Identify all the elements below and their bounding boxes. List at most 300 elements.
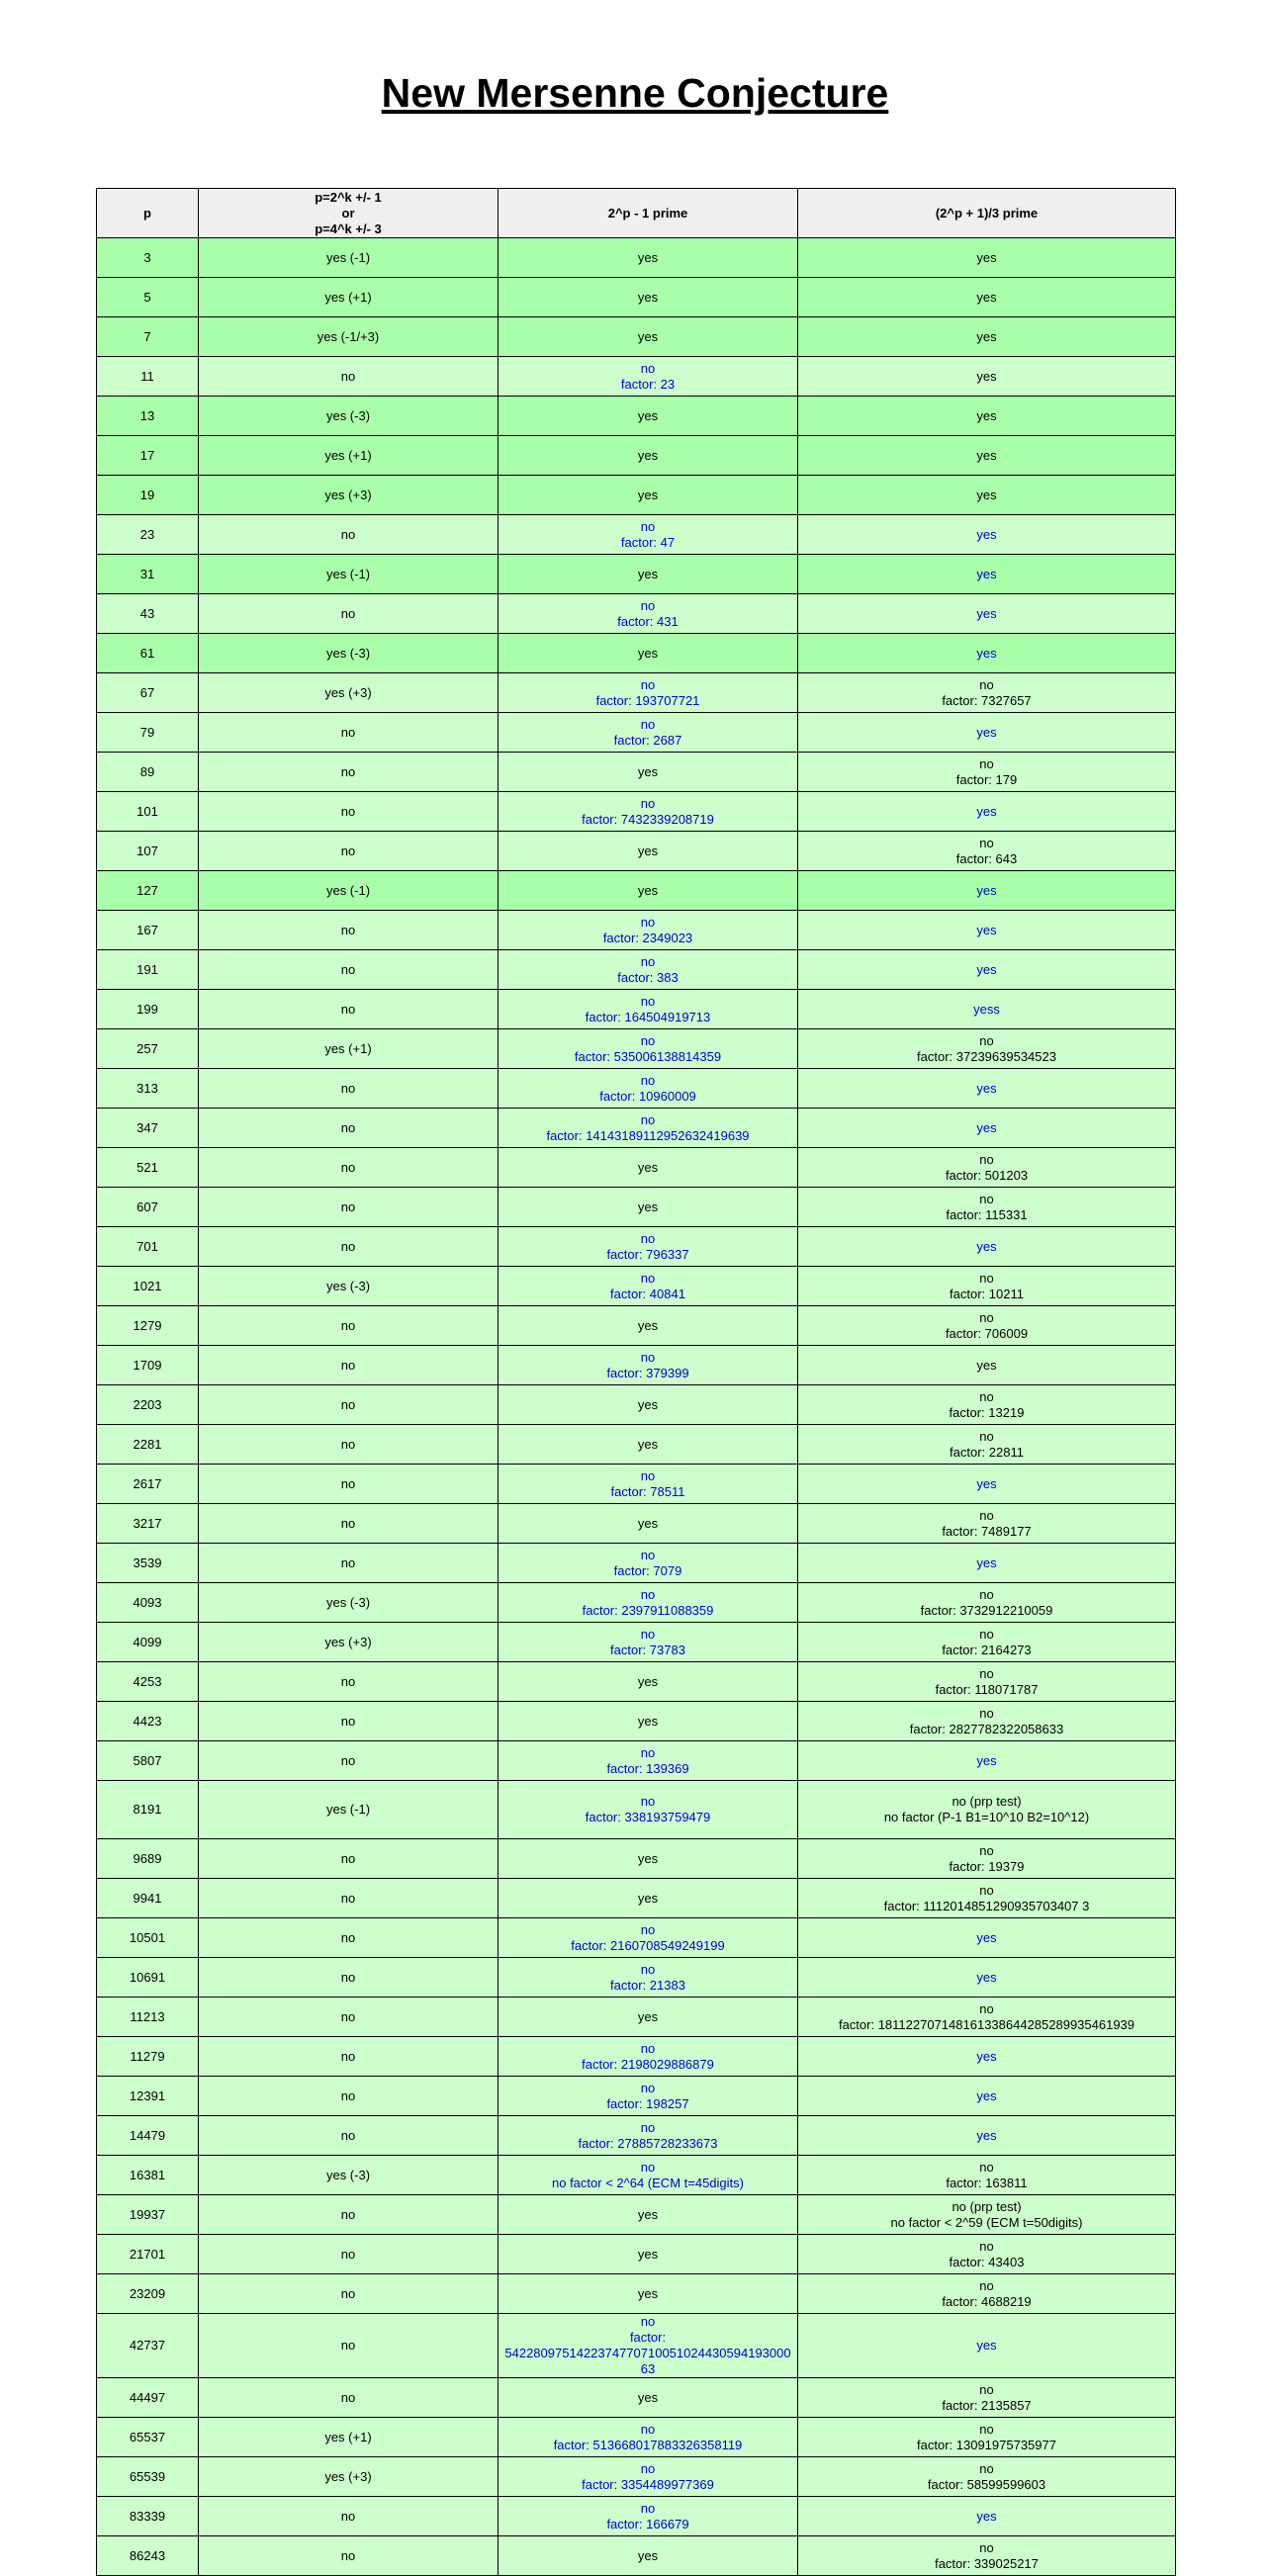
cell-mersenne-line: no xyxy=(640,2119,656,2135)
cell-mersenne xyxy=(499,1504,798,1544)
cell-p: 199 xyxy=(97,990,199,1029)
cell-form: no xyxy=(199,1741,499,1781)
cell-mersenne xyxy=(499,634,798,673)
table-row xyxy=(97,436,1176,476)
cell-mersenne xyxy=(499,1385,798,1425)
cell-form: yes (-3) xyxy=(199,1267,499,1306)
cell-mersenne-line: no xyxy=(640,993,656,1009)
cell-mersenne xyxy=(499,1998,798,2037)
table-row xyxy=(97,2536,1176,2576)
cell-wagstaff-line: yes xyxy=(976,526,997,542)
cell-p: 23 xyxy=(97,515,199,555)
cell-wagstaff xyxy=(798,515,1176,555)
cell-wagstaff-line: no xyxy=(979,2238,994,2254)
cell-wagstaff-line: factor: 10211 xyxy=(950,1286,1024,1301)
header-form-line-1: p=2^k +/- 1 xyxy=(315,189,382,205)
cell-mersenne-line: factor: 40841 xyxy=(610,1286,685,1301)
cell-form: no xyxy=(199,1504,499,1544)
table-row xyxy=(97,2037,1176,2077)
cell-wagstaff xyxy=(798,397,1176,436)
table-row xyxy=(97,1623,1176,1662)
cell-p: 13 xyxy=(97,397,199,436)
cell-wagstaff xyxy=(798,2195,1176,2235)
cell-wagstaff-line: no xyxy=(979,1626,994,1642)
cell-wagstaff-line: no xyxy=(979,1388,994,1404)
table-row xyxy=(97,1918,1176,1958)
cell-form: no xyxy=(199,2274,499,2314)
cell-wagstaff xyxy=(798,950,1176,990)
cell-p: 4253 xyxy=(97,1662,199,1702)
cell-p: 11213 xyxy=(97,1998,199,2037)
cell-mersenne-line: factor: 3354489977369 xyxy=(582,2476,714,2492)
cell-p: 43 xyxy=(97,594,199,634)
cell-wagstaff-line: no xyxy=(979,1270,994,1286)
cell-mersenne-line: yes xyxy=(637,882,659,898)
cell-mersenne-line: factor: 431 xyxy=(617,613,679,629)
cell-form: no xyxy=(199,1069,499,1109)
cell-mersenne xyxy=(499,753,798,792)
cell-mersenne xyxy=(499,1069,798,1109)
cell-p: 5807 xyxy=(97,1741,199,1781)
table-row xyxy=(97,1425,1176,1465)
table-row xyxy=(97,1148,1176,1188)
cell-form: no xyxy=(199,990,499,1029)
cell-p: 9941 xyxy=(97,1879,199,1918)
table-row xyxy=(97,753,1176,792)
cell-wagstaff xyxy=(798,1069,1176,1109)
cell-form: yes (+3) xyxy=(199,1623,499,1662)
page-title: New Mersenne Conjecture xyxy=(381,70,889,116)
cell-form: no xyxy=(199,713,499,753)
cell-mersenne xyxy=(499,2195,798,2235)
cell-mersenne-line: factor: 27885728233673 xyxy=(578,2135,718,2151)
table-row xyxy=(97,1662,1176,1702)
cell-mersenne xyxy=(499,1267,798,1306)
cell-wagstaff-line: no xyxy=(979,835,994,850)
cell-wagstaff xyxy=(798,871,1176,911)
cell-wagstaff-line: yes xyxy=(976,407,997,423)
cell-mersenne-line: yes xyxy=(637,1515,659,1531)
cell-mersenne-line: no xyxy=(640,1961,656,1977)
cell-wagstaff xyxy=(798,2156,1176,2195)
cell-mersenne-line: yes xyxy=(637,566,659,581)
cell-mersenne-line: no xyxy=(640,1586,656,1602)
cell-wagstaff xyxy=(798,2457,1176,2497)
table-row xyxy=(97,1958,1176,1998)
cell-p: 65537 xyxy=(97,2418,199,2457)
cell-wagstaff xyxy=(798,1623,1176,1662)
cell-wagstaff-line: yes xyxy=(976,328,997,344)
cell-wagstaff-line: factor: 2164273 xyxy=(942,1642,1032,1657)
cell-mersenne xyxy=(499,2116,798,2156)
cell-mersenne-line: yes xyxy=(637,1673,659,1689)
header-mersenne: 2^p - 1 prime xyxy=(499,189,798,238)
cell-mersenne-line: no xyxy=(640,953,656,969)
cell-form: yes (-3) xyxy=(199,634,499,673)
cell-wagstaff xyxy=(798,1385,1176,1425)
table-row xyxy=(97,1109,1176,1148)
cell-mersenne-line: yes xyxy=(637,1199,659,1214)
header-form-line-2: or xyxy=(341,205,355,221)
cell-wagstaff-line: yes xyxy=(976,566,997,581)
cell-wagstaff-line: factor: 118071787 xyxy=(935,1681,1039,1697)
cell-p: 89 xyxy=(97,753,199,792)
cell-wagstaff xyxy=(798,1958,1176,1998)
cell-wagstaff xyxy=(798,1029,1176,1069)
table-row xyxy=(97,1544,1176,1583)
cell-wagstaff-line: factor: 7489177 xyxy=(942,1523,1032,1539)
cell-mersenne-line: factor: 2160708549249199 xyxy=(571,1937,725,1953)
table-row xyxy=(97,1781,1176,1839)
cell-form: yes (+3) xyxy=(199,2457,499,2497)
cell-mersenne-line: factor: 193707721 xyxy=(595,692,700,708)
cell-mersenne-line: yes xyxy=(637,843,659,858)
cell-wagstaff xyxy=(798,1504,1176,1544)
cell-mersenne xyxy=(499,1425,798,1465)
table-row xyxy=(97,2156,1176,2195)
cell-mersenne xyxy=(499,2497,798,2536)
cell-p: 61 xyxy=(97,634,199,673)
cell-mersenne-line: factor: 21383 xyxy=(610,1977,685,1993)
cell-wagstaff xyxy=(798,555,1176,594)
table-row xyxy=(97,634,1176,673)
cell-p: 607 xyxy=(97,1188,199,1227)
conjecture-table xyxy=(96,188,1176,2576)
cell-p: 79 xyxy=(97,713,199,753)
table-row xyxy=(97,1385,1176,1425)
table-row xyxy=(97,950,1176,990)
cell-p: 11 xyxy=(97,357,199,397)
cell-wagstaff xyxy=(798,476,1176,515)
cell-mersenne-line: no xyxy=(640,1547,656,1562)
cell-wagstaff xyxy=(798,278,1176,317)
cell-wagstaff-line: yes xyxy=(976,2048,997,2064)
table-row xyxy=(97,1069,1176,1109)
cell-wagstaff xyxy=(798,911,1176,950)
cell-wagstaff-line: yes xyxy=(976,882,997,898)
cell-wagstaff-line: factor: 501203 xyxy=(945,1167,1029,1183)
cell-form: no xyxy=(199,1702,499,1741)
table-row xyxy=(97,555,1176,594)
cell-form: no xyxy=(199,1385,499,1425)
cell-wagstaff-line: no xyxy=(979,1705,994,1721)
table-row xyxy=(97,1029,1176,1069)
cell-mersenne xyxy=(499,436,798,476)
table-row xyxy=(97,1741,1176,1781)
cell-wagstaff xyxy=(798,1583,1176,1623)
cell-mersenne xyxy=(499,950,798,990)
cell-mersenne-line: factor: 383 xyxy=(617,969,679,985)
cell-mersenne-line: yes xyxy=(637,1317,659,1333)
cell-mersenne-line: no xyxy=(640,2314,656,2329)
cell-wagstaff-line: yes xyxy=(976,2087,997,2103)
cell-wagstaff xyxy=(798,594,1176,634)
cell-p: 44497 xyxy=(97,2378,199,2418)
cell-mersenne-line: yes xyxy=(637,1159,659,1175)
cell-p: 4093 xyxy=(97,1583,199,1623)
table-row xyxy=(97,2418,1176,2457)
cell-p: 11279 xyxy=(97,2037,199,2077)
cell-wagstaff-line: yes xyxy=(976,724,997,740)
cell-mersenne-line: yes xyxy=(637,2246,659,2262)
cell-mersenne-line: factor: 338193759479 xyxy=(585,1810,711,1824)
header-wagstaff: (2^p + 1)/3 prime xyxy=(798,189,1176,238)
cell-p: 21701 xyxy=(97,2235,199,2274)
cell-wagstaff xyxy=(798,2235,1176,2274)
cell-wagstaff-line: no xyxy=(979,2460,994,2476)
cell-mersenne xyxy=(499,1741,798,1781)
cell-wagstaff-line: yes xyxy=(976,1357,997,1373)
cell-mersenne-line: factor: 2198029886879 xyxy=(582,2056,714,2072)
cell-mersenne xyxy=(499,911,798,950)
cell-form: yes (-1) xyxy=(199,871,499,911)
header-row xyxy=(97,189,1176,238)
cell-wagstaff xyxy=(798,2314,1176,2378)
cell-form: no xyxy=(199,2235,499,2274)
cell-mersenne-line: no xyxy=(640,2159,656,2175)
cell-form: no xyxy=(199,2195,499,2235)
cell-mersenne xyxy=(499,1879,798,1918)
table-row xyxy=(97,317,1176,357)
cell-p: 42737 xyxy=(97,2314,199,2378)
cell-wagstaff-line: factor: 2827782322058633 xyxy=(909,1721,1064,1736)
cell-wagstaff-line: factor: 3732912210059 xyxy=(920,1602,1053,1618)
cell-mersenne-line: factor: 198257 xyxy=(606,2095,689,2111)
cell-form: no xyxy=(199,950,499,990)
cell-wagstaff-line: no (prp test) xyxy=(952,1794,1022,1809)
cell-wagstaff xyxy=(798,357,1176,397)
table-row xyxy=(97,1188,1176,1227)
cell-wagstaff-line: factor: 4688219 xyxy=(942,2293,1032,2309)
cell-mersenne xyxy=(499,1188,798,1227)
table-row xyxy=(97,2274,1176,2314)
cell-wagstaff-line: yes xyxy=(976,368,997,384)
cell-wagstaff-line: yes xyxy=(976,2338,997,2353)
cell-form: no xyxy=(199,2077,499,2116)
cell-form: yes (-1) xyxy=(199,238,499,278)
cell-mersenne xyxy=(499,1109,798,1148)
cell-mersenne-line: factor: 73783 xyxy=(610,1642,685,1657)
cell-wagstaff-line: yes xyxy=(976,605,997,621)
cell-p: 3539 xyxy=(97,1544,199,1583)
cell-mersenne-line: factor: 14143189112952632419639 xyxy=(546,1127,750,1143)
cell-mersenne-line: yes xyxy=(637,2547,659,2563)
cell-mersenne-line: yes xyxy=(637,763,659,779)
cell-wagstaff-line: no xyxy=(979,2277,994,2293)
cell-wagstaff-line: factor: 13219 xyxy=(949,1404,1025,1420)
table-row xyxy=(97,1879,1176,1918)
table-row xyxy=(97,832,1176,871)
cell-form: no xyxy=(199,1465,499,1504)
cell-mersenne-line: no xyxy=(640,2460,656,2476)
cell-wagstaff xyxy=(798,2378,1176,2418)
cell-wagstaff-line: factor: 115331 xyxy=(946,1206,1028,1222)
cell-p: 31 xyxy=(97,555,199,594)
cell-mersenne xyxy=(499,1623,798,1662)
cell-wagstaff xyxy=(798,2536,1176,2576)
cell-p: 65539 xyxy=(97,2457,199,2497)
cell-wagstaff xyxy=(798,2077,1176,2116)
cell-mersenne xyxy=(499,1702,798,1741)
cell-form: no xyxy=(199,2314,499,2378)
cell-wagstaff xyxy=(798,1918,1176,1958)
cell-form: no xyxy=(199,1227,499,1267)
table-row xyxy=(97,476,1176,515)
cell-form: yes (-1) xyxy=(199,555,499,594)
cell-form: no xyxy=(199,1188,499,1227)
cell-mersenne-line: factor: 47 xyxy=(620,534,676,550)
cell-p: 83339 xyxy=(97,2497,199,2536)
cell-wagstaff-line: no xyxy=(979,1507,994,1523)
cell-p: 101 xyxy=(97,792,199,832)
cell-wagstaff-line: yes xyxy=(976,961,997,977)
cell-mersenne-line: factor: 2687 xyxy=(613,732,682,748)
cell-mersenne-line: no factor < 2^64 (ECM t=45digits) xyxy=(552,2175,744,2190)
cell-mersenne-line: factor: 2397911088359 xyxy=(582,1602,714,1618)
cell-form: no xyxy=(199,832,499,871)
cell-p: 107 xyxy=(97,832,199,871)
cell-p: 167 xyxy=(97,911,199,950)
cell-wagstaff xyxy=(798,1188,1176,1227)
header-form-line-3: p=4^k +/- 3 xyxy=(315,221,382,236)
cell-form: no xyxy=(199,2378,499,2418)
cell-form: yes (-3) xyxy=(199,397,499,436)
cell-p: 2203 xyxy=(97,1385,199,1425)
conjecture-table-container xyxy=(96,188,1175,2576)
cell-wagstaff-line: yes xyxy=(976,1554,997,1570)
cell-p: 5 xyxy=(97,278,199,317)
cell-form: yes (-1/+3) xyxy=(199,317,499,357)
table-row xyxy=(97,1465,1176,1504)
cell-wagstaff xyxy=(798,1109,1176,1148)
cell-mersenne-line: no xyxy=(640,795,656,811)
table-row xyxy=(97,2116,1176,2156)
header-form xyxy=(199,189,499,238)
cell-mersenne-line: no xyxy=(640,716,656,732)
cell-mersenne xyxy=(499,317,798,357)
cell-wagstaff-line: no xyxy=(979,1842,994,1858)
cell-mersenne xyxy=(499,1306,798,1346)
cell-wagstaff-line: yes xyxy=(976,249,997,265)
cell-wagstaff-line: yes xyxy=(976,487,997,502)
table-row xyxy=(97,1346,1176,1385)
table-row xyxy=(97,1227,1176,1267)
cell-wagstaff-line: factor: 163811 xyxy=(946,2175,1028,2190)
cell-mersenne-line: no xyxy=(640,2500,656,2516)
cell-mersenne xyxy=(499,1465,798,1504)
cell-mersenne xyxy=(499,2274,798,2314)
table-row xyxy=(97,2457,1176,2497)
cell-mersenne-line: yes xyxy=(637,407,659,423)
cell-wagstaff-line: yes xyxy=(976,289,997,305)
table-row xyxy=(97,515,1176,555)
table-row xyxy=(97,1839,1176,1879)
cell-wagstaff-line: factor: 37239639534523 xyxy=(917,1048,1056,1064)
cell-wagstaff xyxy=(798,2274,1176,2314)
table-row xyxy=(97,990,1176,1029)
cell-wagstaff-line: no factor < 2^59 (ECM t=50digits) xyxy=(890,2214,1083,2230)
cell-form: yes (+1) xyxy=(199,2418,499,2457)
cell-mersenne-line: yes xyxy=(637,2008,659,2024)
cell-mersenne xyxy=(499,1029,798,1069)
cell-wagstaff-line: yes xyxy=(976,1929,997,1945)
cell-mersenne xyxy=(499,1227,798,1267)
cell-mersenne xyxy=(499,871,798,911)
cell-wagstaff-line: yes xyxy=(976,2127,997,2143)
cell-p: 19 xyxy=(97,476,199,515)
cell-mersenne-line: factor: 78511 xyxy=(610,1483,685,1499)
cell-mersenne xyxy=(499,515,798,555)
cell-form: yes (-1) xyxy=(199,1781,499,1839)
cell-wagstaff xyxy=(798,238,1176,278)
cell-mersenne-line: no xyxy=(640,914,656,930)
table-body xyxy=(97,238,1176,2576)
table-row xyxy=(97,1583,1176,1623)
table-row xyxy=(97,871,1176,911)
cell-wagstaff-line: yes xyxy=(976,1475,997,1491)
cell-p: 521 xyxy=(97,1148,199,1188)
cell-p: 67 xyxy=(97,673,199,713)
table-row xyxy=(97,2314,1176,2378)
cell-wagstaff-line: yes xyxy=(976,803,997,819)
cell-form: no xyxy=(199,1544,499,1583)
cell-mersenne-line: no xyxy=(640,1626,656,1642)
cell-wagstaff xyxy=(798,1879,1176,1918)
cell-mersenne-line: factor: xyxy=(629,2330,667,2345)
cell-p: 257 xyxy=(97,1029,199,1069)
cell-mersenne xyxy=(499,278,798,317)
cell-form: no xyxy=(199,2497,499,2536)
table-row xyxy=(97,2077,1176,2116)
cell-mersenne-line: no xyxy=(640,1744,656,1760)
cell-mersenne-line: no xyxy=(640,1270,656,1286)
cell-form: no xyxy=(199,1346,499,1385)
cell-wagstaff-line: factor: 22811 xyxy=(950,1444,1024,1460)
cell-wagstaff xyxy=(798,990,1176,1029)
table-row xyxy=(97,1306,1176,1346)
cell-p: 10691 xyxy=(97,1958,199,1998)
cell-wagstaff-line: no xyxy=(979,2000,994,2016)
cell-p: 23209 xyxy=(97,2274,199,2314)
cell-mersenne xyxy=(499,1583,798,1623)
cell-mersenne-line: no xyxy=(640,597,656,613)
cell-wagstaff-line: no xyxy=(979,1191,994,1206)
cell-wagstaff-line: no xyxy=(979,1151,994,1167)
table-row xyxy=(97,1998,1176,2037)
cell-mersenne xyxy=(499,1839,798,1879)
cell-mersenne-line: no xyxy=(640,1032,656,1048)
cell-wagstaff-line: factor: 339025217 xyxy=(935,2555,1039,2571)
table-row xyxy=(97,397,1176,436)
cell-wagstaff-line: yess xyxy=(973,1001,1000,1017)
cell-form: no xyxy=(199,1998,499,2037)
cell-form: no xyxy=(199,2536,499,2576)
table-row xyxy=(97,1267,1176,1306)
cell-wagstaff-line: no xyxy=(979,2159,994,2175)
cell-wagstaff xyxy=(798,1544,1176,1583)
cell-mersenne-line: factor: 513668017883326358119 xyxy=(553,2437,743,2452)
table-row xyxy=(97,357,1176,397)
cell-mersenne-line: factor: 139369 xyxy=(606,1760,689,1776)
cell-form: yes (-3) xyxy=(199,1583,499,1623)
cell-form: no xyxy=(199,792,499,832)
cell-p: 4423 xyxy=(97,1702,199,1741)
cell-form: no xyxy=(199,753,499,792)
cell-p: 8191 xyxy=(97,1781,199,1839)
cell-wagstaff-line: no xyxy=(979,1586,994,1602)
cell-form: no xyxy=(199,1148,499,1188)
cell-wagstaff xyxy=(798,1998,1176,2037)
